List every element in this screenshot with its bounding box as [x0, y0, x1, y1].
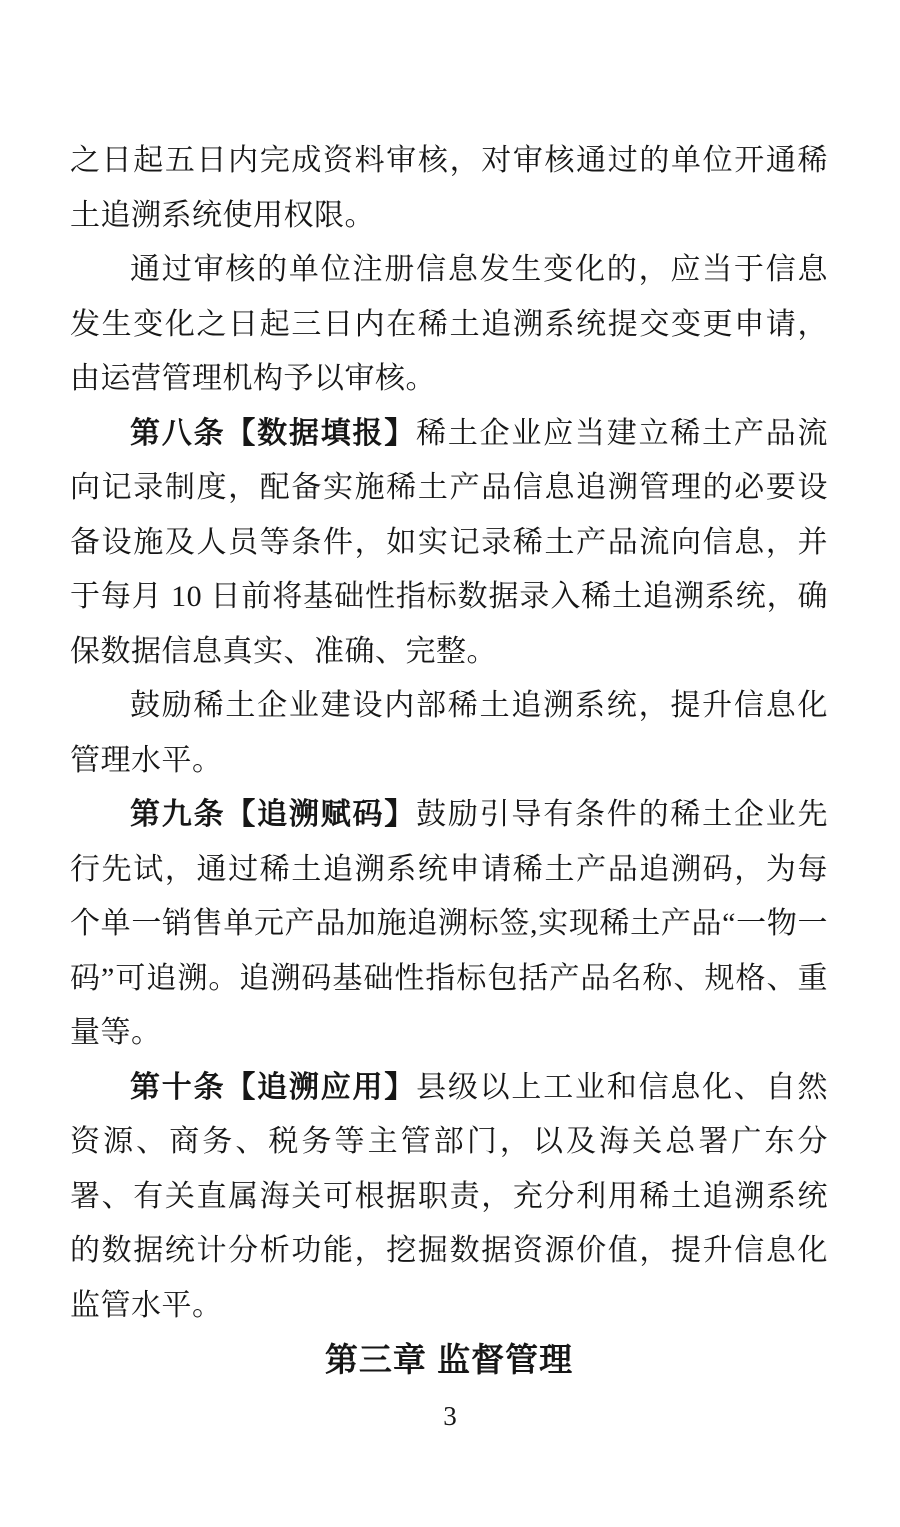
body-paragraph: [70, 243, 828, 407]
chapter-heading: 第三章 监督管理: [324, 1341, 574, 1378]
paragraph-text: 之日起五日内完成资料审核，对审核通过的单位开通稀土追溯系统使用权限。: [70, 144, 828, 232]
article-lead-bold: 第八条【数据填报】: [130, 416, 417, 450]
document-body: [70, 134, 828, 1387]
paragraph-text: 鼓励引导有条件的稀土企业先行先试，通过稀土追溯系统申请稀土产品追溯码，为每个单一销售单元产品加施追溯标签,实现稀土产品“一物一码”可追溯。追溯码基础性指标包括产品名称、规格、重量等。: [70, 798, 829, 1049]
paragraph-text: 通过审核的单位注册信息发生变化的，应当于信息发生变化之日起三日内在稀土追溯系统提交变更申请，由运营管理机构予以审核。: [70, 253, 828, 395]
body-paragraph-article-8: [70, 407, 828, 680]
article-lead-bold: 第十条【追溯应用】: [130, 1070, 417, 1104]
body-paragraph: [70, 679, 828, 788]
paragraph-text: 稀土企业应当建立稀土产品流向记录制度，配备实施稀土产品信息追溯管理的必要设备设施及人员等条件，如实记录稀土产品流向信息，并于每月 10 日前将基础性指标数据录入稀土追溯系统，确保数据信息真实、准确、完整。: [70, 416, 829, 668]
paragraph-text: 鼓励稀土企业建设内部稀土追溯系统，提升信息化管理水平。: [70, 689, 828, 777]
page-number: 3: [443, 1401, 457, 1431]
paragraph-text: 县级以上工业和信息化、自然资源、商务、税务等主管部门，以及海关总署广东分署、有关直属海关可根据职责，充分利用稀土追溯系统的数据统计分析功能，挖掘数据资源价值，提升信息化监管水平。: [70, 1070, 829, 1322]
article-lead-bold: 第九条【追溯赋码】: [130, 798, 417, 831]
body-paragraph-article-10: [70, 1061, 828, 1334]
body-paragraph-continuation: [70, 134, 828, 243]
body-paragraph-article-9: [70, 788, 828, 1061]
